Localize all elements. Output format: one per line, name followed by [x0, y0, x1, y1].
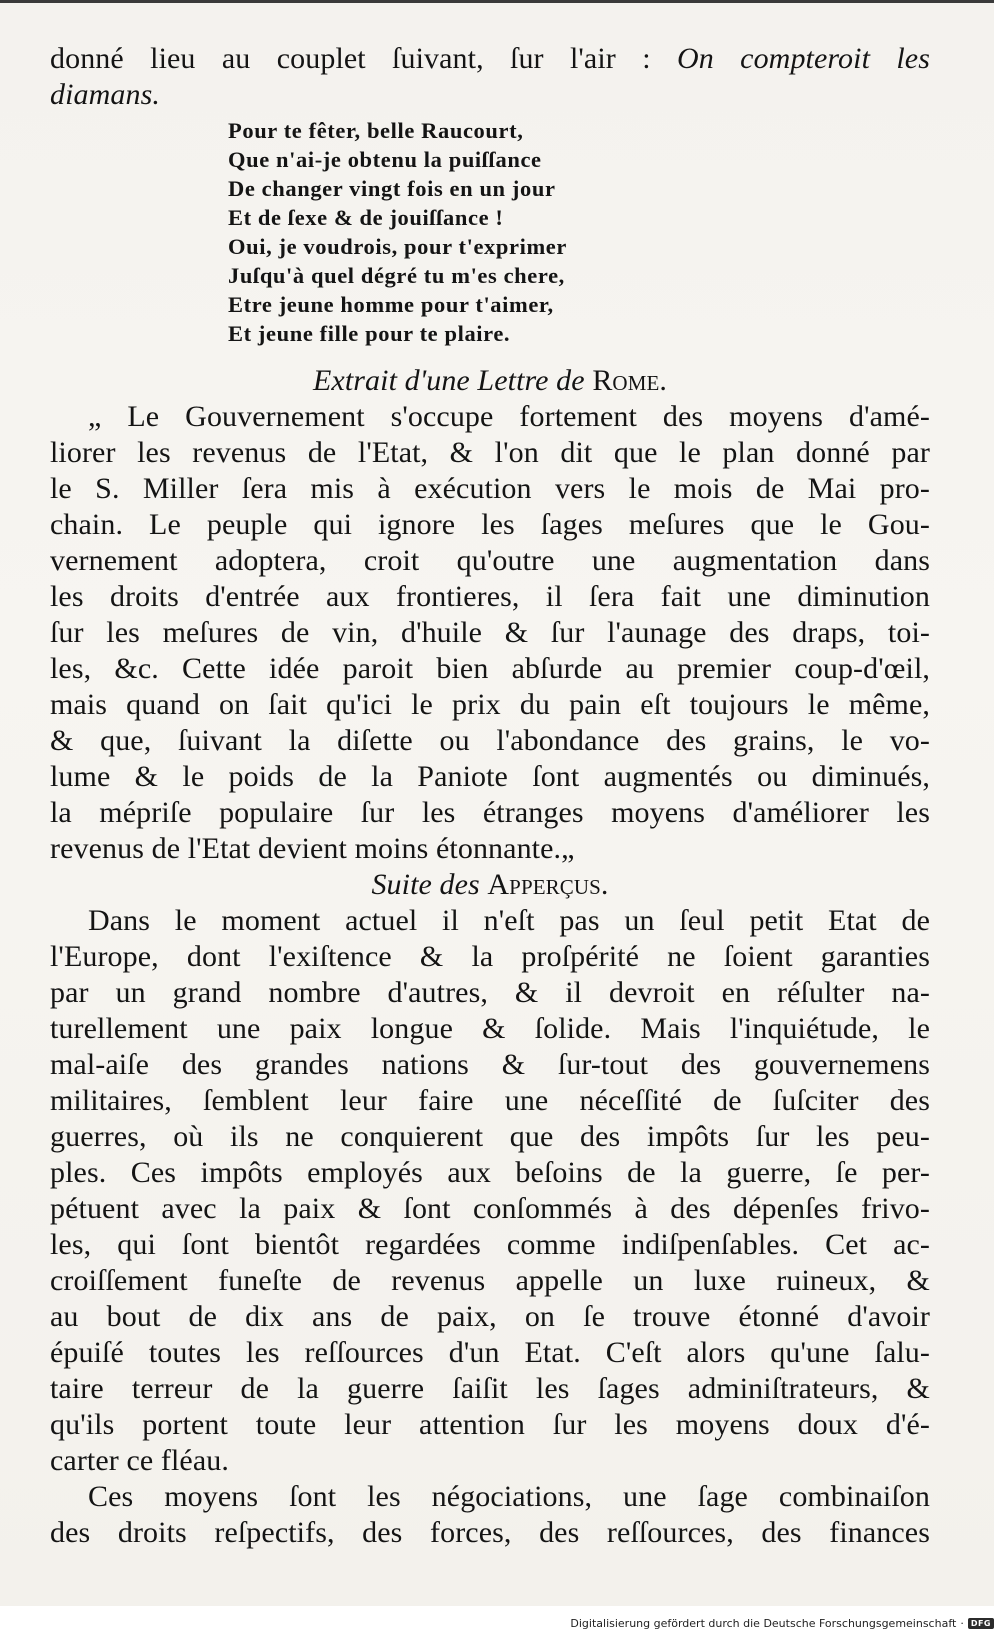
- apercus-line: militaires, ſemblent leur faire une néceſſité de ſuſciter des: [50, 1084, 930, 1117]
- letter-line: & que, ſuivant la diſette ou l'abondance des grains, le vo-: [50, 724, 930, 757]
- apercus-line: carter ce fléau.: [50, 1444, 229, 1477]
- apercus-line: Dans le moment actuel il n'eſt pas un ſeul petit Etat de: [88, 904, 930, 937]
- letter-line: lume & le poids de la Paniote ſont augmentés ou diminués,: [50, 760, 930, 793]
- apercus-line: ples. Ces impôts employés aux beſoins de la guerre, ſe per-: [50, 1156, 930, 1189]
- credit-text: Digitalisierung gefördert durch die Deutsche Forschungsgemeinschaft: [570, 1617, 957, 1630]
- intro-text: donné lieu au couplet ſuivant, ſur l'air :: [50, 42, 677, 75]
- intro-line-1: [50, 41, 930, 77]
- heading-text: Extrait d'une Lettre de: [312, 364, 593, 397]
- apercus-line: croiſſement funeſte de revenus appelle un luxe ruineux, &: [50, 1264, 930, 1297]
- letter-line: les, &c. Cette idée paroit bien abſurde au premier coup-d'œil,: [50, 652, 930, 685]
- letter-line: ſur les meſures de vin, d'huile & ſur l'aunage des draps, toi-: [50, 616, 930, 649]
- poem-line: Et de ſexe & de jouiſſance !: [228, 205, 504, 230]
- apercus-line: qu'ils portent toute leur attention ſur les moyens doux d'é-: [50, 1408, 930, 1441]
- last-para-line: Ces moyens ſont les négociations, une ſage combinaiſon: [88, 1480, 930, 1513]
- heading-place: Rome.: [592, 364, 667, 397]
- digitization-credit: [570, 1617, 994, 1630]
- heading-text: Suite des: [371, 868, 488, 901]
- poem-line: Etre jeune homme pour t'aimer,: [228, 292, 554, 317]
- apercus-line: par un grand nombre d'autres, & il devroit en réſulter na-: [50, 976, 930, 1009]
- poem-line: Juſqu'à quel dégré tu m'es chere,: [228, 263, 565, 288]
- separator: ·: [960, 1617, 964, 1630]
- apercus-line: turellement une paix longue & ſolide. Mais l'inquiétude, le: [50, 1012, 930, 1045]
- dfg-logo-icon: DFG: [968, 1618, 994, 1629]
- apercus-line: au bout de dix ans de paix, on ſe trouve étonné d'avoir: [50, 1300, 930, 1333]
- letter-section: [50, 363, 930, 1551]
- section-heading-rome: [50, 363, 930, 399]
- letter-line: liorer les revenus de l'Etat, & l'on dit que le plan donné par: [50, 436, 930, 469]
- apercus-line: les, qui ſont bientôt regardées comme indiſpenſables. Cet ac-: [50, 1228, 930, 1261]
- poem-line: Pour te fêter, belle Raucourt,: [228, 118, 524, 143]
- letter-line: les droits d'entrée aux frontieres, il ſera fait une diminution: [50, 580, 930, 613]
- apercus-line: guerres, où ils ne conquierent que des impôts ſur les peu-: [50, 1120, 930, 1153]
- letter-line: la mépriſe populaire ſur les étranges moyens d'améliorer les: [50, 796, 930, 829]
- letter-line: chain. Le peuple qui ignore les ſages meſures que le Gou-: [50, 508, 930, 541]
- heading-title: Apperçus.: [487, 868, 609, 901]
- intro-line-2: diamans.: [50, 78, 160, 111]
- letter-line: „ Le Gouvernement s'occupe fortement des moyens d'amé-: [88, 400, 930, 433]
- air-title: On compteroit les: [676, 42, 930, 75]
- section-heading-apercus: [50, 867, 930, 903]
- letter-line: revenus de l'Etat devient moins étonnante.„: [50, 832, 575, 865]
- apercus-line: pétuent avec la paix & ſont conſommés à des dépenſes frivo-: [50, 1192, 930, 1225]
- poem-line: Oui, je voudrois, pour t'exprimer: [228, 234, 567, 259]
- body-text: [50, 41, 930, 113]
- apercus-line: l'Europe, dont l'exiſtence & la proſpérité ne ſoient garanties: [50, 940, 930, 973]
- letter-line: le S. Miller ſera mis à exécution vers le mois de Mai pro-: [50, 472, 930, 505]
- apercus-line: épuiſé toutes les reſſources d'un Etat. C'eſt alors qu'une ſalu-: [50, 1336, 930, 1369]
- letter-line: mais quand on ſait qu'ici le prix du pain eſt toujours le même,: [50, 688, 930, 721]
- poem-couplet: [228, 116, 567, 348]
- last-para-line: des droits reſpectifs, des forces, des reſſources, des finances: [50, 1516, 930, 1549]
- poem-line: Et jeune fille pour te plaire.: [228, 321, 511, 346]
- poem-line: De changer vingt fois en un jour: [228, 176, 556, 201]
- letter-line: vernement adoptera, croit qu'outre une augmentation dans: [50, 544, 930, 577]
- apercus-line: mal-aiſe des grandes nations & ſur-tout des gouvernemens: [50, 1048, 930, 1081]
- apercus-line: taire terreur de la guerre ſaiſit les ſages adminiſtrateurs, &: [50, 1372, 930, 1405]
- poem-line: Que n'ai-je obtenu la puiſſance: [228, 147, 542, 172]
